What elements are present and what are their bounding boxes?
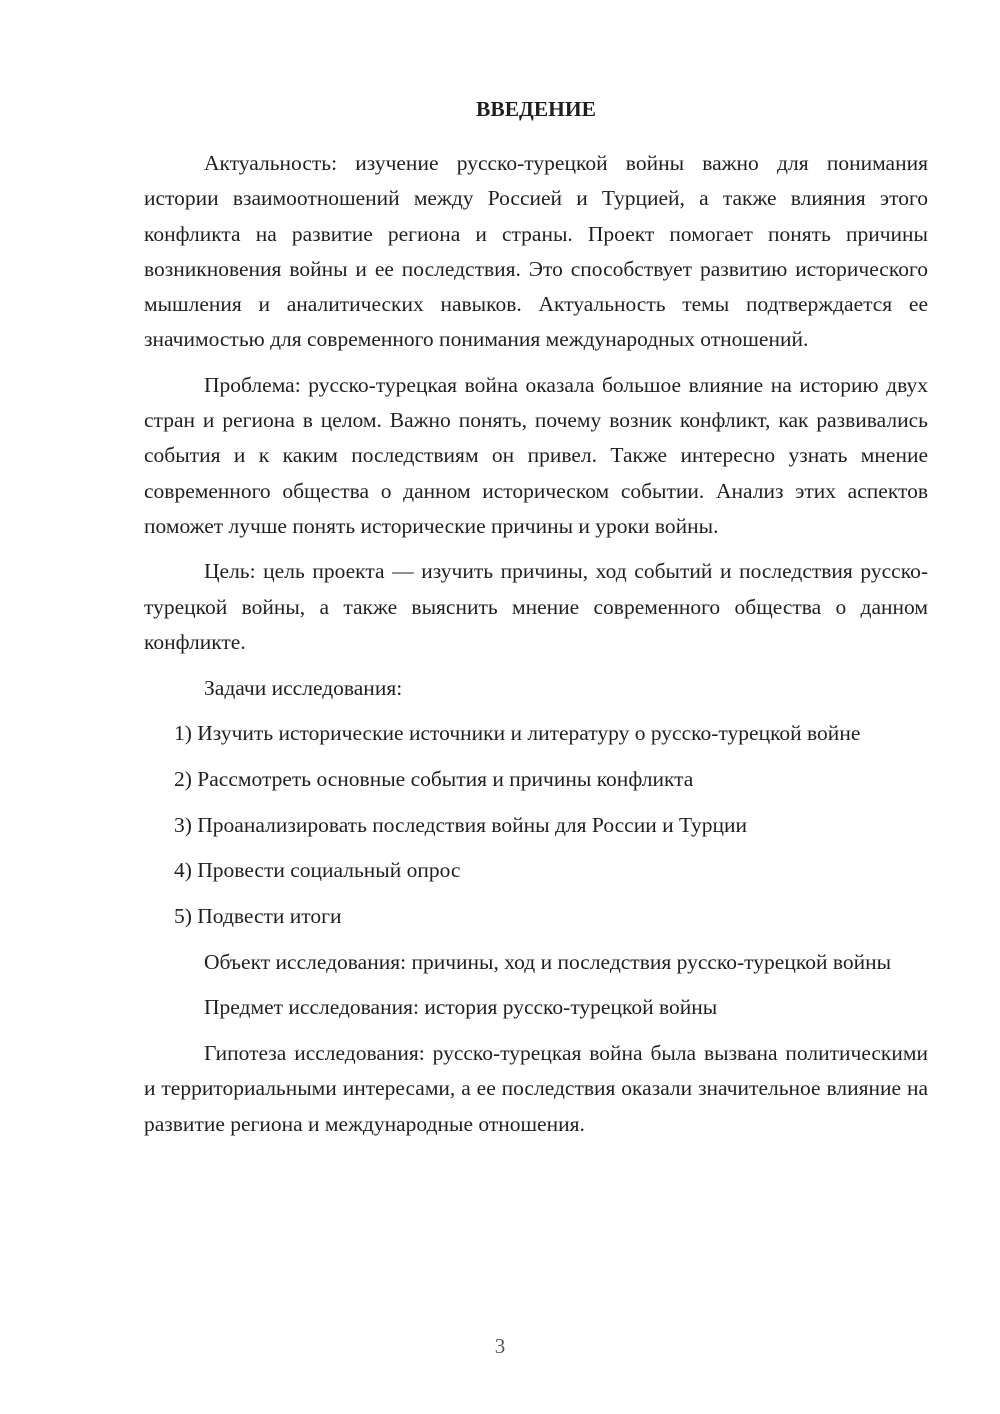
task-item: 2) Рассмотреть основные события и причины конфликта [174,766,694,791]
tasks-heading: Задачи исследования: [204,675,403,700]
page-number: 3 [494,1334,506,1358]
problem-paragraph: Проблема: русско-турецкая война оказала большое влияние на историю двух стран и региона в целом. Важно понять, почему возник конфликт, как развивались события и к каким последствиям он привел. Также интересно узнать мнение современного общества о данном историческом событии. Анализ этих аспектов поможет лучше понять исторические причины и уроки войны. [144,372,928,538]
section-title: ВВЕДЕНИЕ [476,97,596,121]
goal-paragraph: Цель: цель проекта — изучить причины, ход событий и последствия русско-турецкой войны, а также выяснить мнение современного общества о данном конфликте. [144,559,928,654]
document-page [144,92,928,1152]
subject-paragraph: Предмет исследования: история русско-турецкой войны [204,995,718,1020]
hypothesis-paragraph: Гипотеза исследования: русско-турецкая война была вызвана политическими и территориальными интересами, а ее последствия оказали значительное влияние на развитие региона и международные отношения. [144,1041,928,1136]
task-item: 3) Проанализировать последствия войны для России и Турции [174,812,748,837]
task-item: 5) Подвести итоги [174,904,342,929]
relevance-paragraph: Актуальность: изучение русско-турецкой войны важно для понимания истории взаимоотношений между Россией и Турцией, а также влияния этого конфликта на развитие региона и страны. Проект помогает понять причины возникновения войны и ее последствия. Это способствует развитию исторического мышления и аналитических навыков. Актуальность темы подтверждается ее значимостью для современного понимания международных отношений. [144,151,928,352]
task-item: 1) Изучить исторические источники и литературу о русско-турецкой войне [174,721,861,746]
task-item: 4) Провести социальный опрос [174,858,461,883]
object-paragraph: Объект исследования: причины, ход и последствия русско-турецкой войны [204,949,892,974]
